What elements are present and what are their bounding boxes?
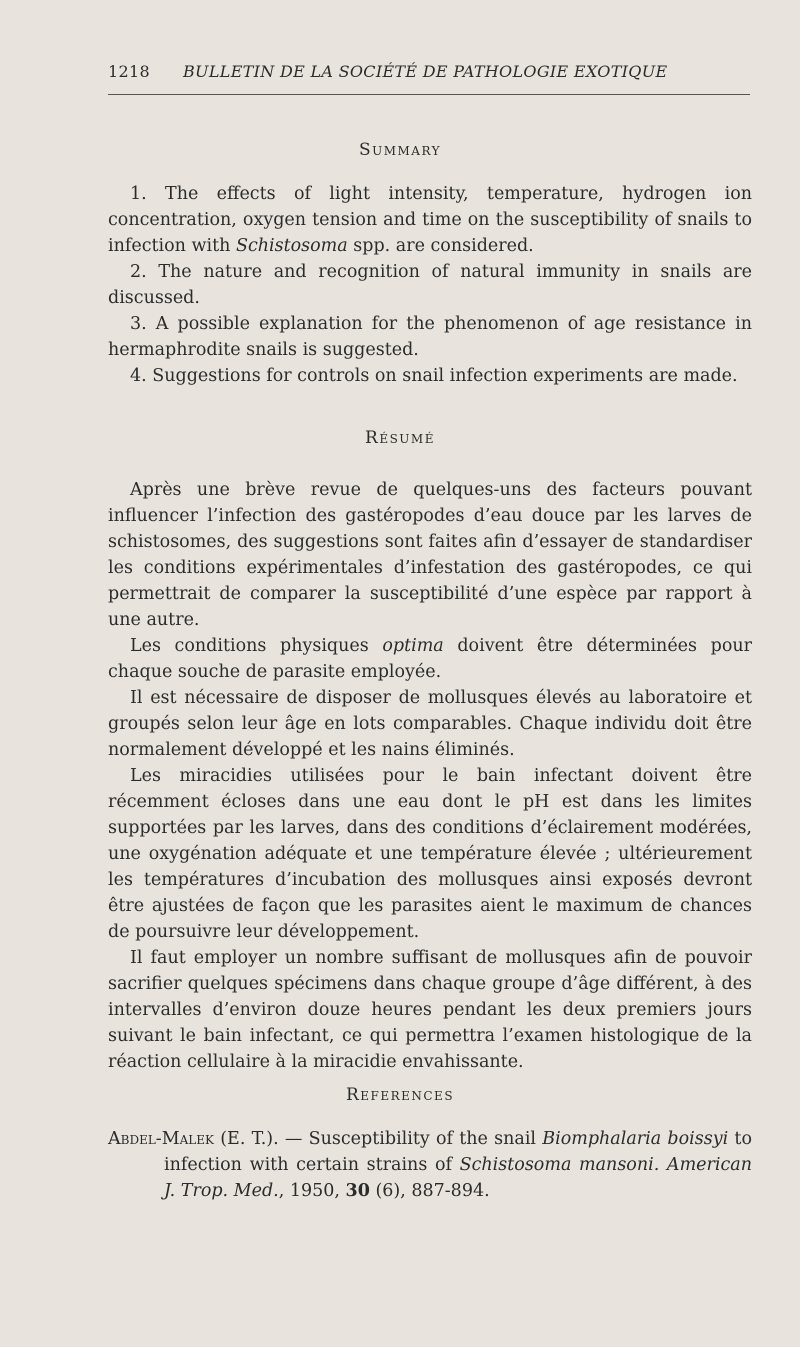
taxon-name: Schistosoma mansoni <box>459 1155 654 1175</box>
summary-item: 3. A possible explanation for the phenomenon of age resistance in hermaphrodite snails is suggested. <box>108 314 752 360</box>
summary-heading: Summary <box>358 140 442 160</box>
resume-heading: Résumé <box>365 428 435 448</box>
references-heading: References <box>345 1085 455 1105</box>
resume-paragraph: Après une brève revue de quelques-uns des facteurs pouvant influencer l’infection des gastéropodes d’eau douce par les larves de schistosomes, des suggestions sont faites afin d’essayer de standardiser les conditions expérimentales d’infestation des gastéropodes, ce qui permettrait de comparer la susceptibilité d’une espèce par rapport à une autre. <box>108 480 752 630</box>
page-number: 1218 <box>108 62 150 81</box>
reference-entry: Abdel-Malek (E. T.). — Susceptibility of the snail Biomphalaria boissyi to infection with certain strains of Schistosoma mansoni. American J. Trop. Med., 1950, 30 (6), 887-894. <box>108 1129 752 1201</box>
volume-number: 30 <box>345 1181 370 1201</box>
emphasis: optima <box>382 636 444 656</box>
resume-paragraph: Les conditions physiques optima doivent être déterminées pour chaque souche de parasite employée. <box>108 636 752 682</box>
reference-author: Abdel-Malek <box>108 1129 214 1149</box>
header-rule <box>108 94 750 95</box>
journal-title: BULLETIN DE LA SOCIÉTÉ DE PATHOLOGIE EXOTIQUE <box>183 62 668 81</box>
resume-paragraph: Il faut employer un nombre suffisant de mollusques afin de pouvoir sacrifier quelques spécimens dans chaque groupe d’âge différent, à des intervalles d’environ douze heures pendant les deux premiers jours suivant le bain infectant, ce qui permettra l’examen histologique de la réaction cellulaire à la miracidie envahissante. <box>108 948 752 1072</box>
resume-paragraph: Les miracidies utilisées pour le bain infectant doivent être récemment écloses dans une eau dont le pH est dans les limites supportées par les larves, dans des conditions d’éclairement modérées, une oxygénation adéquate et une température élevée ; ultérieurement les températures d’incubation des mollusques ainsi exposés devront être ajustées de façon que les parasites aient le maximum de chances de poursuivre leur développement. <box>108 766 752 942</box>
taxon-name: Biomphalaria boissyi <box>542 1129 729 1149</box>
resume-section <box>108 477 752 1075</box>
references-section <box>108 1126 752 1204</box>
taxon-name: Schistosoma <box>235 236 348 256</box>
summary-item: 4. Suggestions for controls on snail infection experiments are made. <box>130 366 738 386</box>
resume-paragraph: Il est nécessaire de disposer de mollusques élevés au laboratoire et groupés selon leur âge en lots comparables. Chaque individu doit être normalement développé et les nains éliminés. <box>108 688 752 760</box>
summary-item: 1. The effects of light intensity, temperature, hydrogen ion concentration, oxygen tension and time on the susceptibility of snails to infection with Schistosoma spp. are considered. <box>108 184 752 256</box>
journal-name: . American J. Trop. Med. <box>164 1155 752 1201</box>
summary-section <box>108 181 752 389</box>
summary-item: 2. The nature and recognition of natural immunity in snails are discussed. <box>108 262 752 308</box>
